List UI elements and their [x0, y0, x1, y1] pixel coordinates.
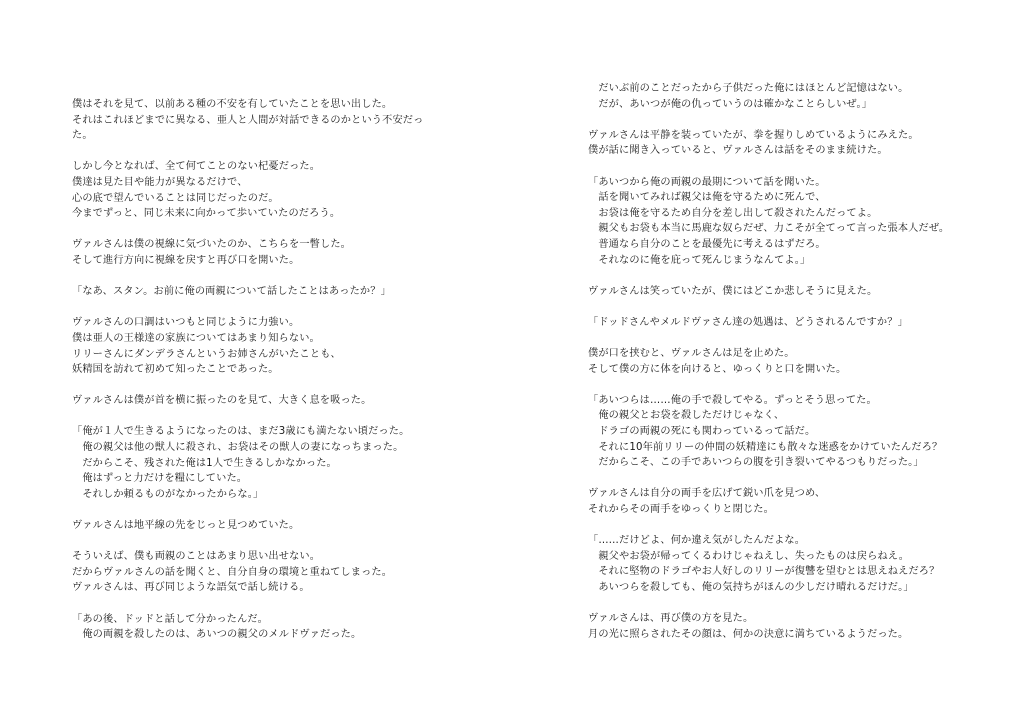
text-line: た。 [72, 130, 93, 142]
text-line: 「俺が１人で生きるようになったのは、まだ3歳にも満たない頃だった。 [72, 426, 410, 438]
blank-line [588, 112, 958, 128]
text-line: だからこそ、この手であいつらの腹を引き裂いてやるつもりだった。」 [588, 457, 924, 469]
text-line: 僕が口を挟むと、ヴァルさんは足を止めた。 [588, 348, 795, 360]
text-line: ヴァルさんは平静を装っていたが、拳を握りしめているようにみえた。 [588, 129, 919, 141]
text-line: お袋は俺を守るため自分を差し出して殺されたんだってよ。 [588, 207, 878, 219]
text-line: それに堅物のドラゴやお人好しのリリーが復讐を望むとは思えねえだろ？ [588, 566, 940, 578]
text-line: それしか頼るものがなかったからな。」 [72, 488, 264, 500]
blank-line [72, 502, 432, 518]
text-line: 「なあ、スタン。お前に俺の両親について話したことはあったか？」 [72, 286, 391, 298]
text-line: それからその両手をゆっくりと閉じた。 [588, 504, 774, 516]
text-line: 月の光に照らされたその顔は、何かの決意に満ちているようだった。 [588, 628, 909, 640]
text-line: 俺はずっと力だけを糧にしていた。 [72, 473, 248, 485]
text-line: ヴァルさんは笑っていたが、僕にはどこか悲しそうに見えた。 [588, 285, 878, 297]
text-line: 「……だけどよ、何か違え気がしたんだよな。 [588, 535, 806, 547]
blank-line [588, 596, 958, 612]
text-line: ヴァルさんは僕が首を横に振ったのを見て、大きく息を吸った。 [72, 395, 372, 407]
text-line: 「あいつらは……俺の手で殺してやる。ずっとそう思ってた。 [588, 394, 877, 406]
text-line: そして進行方向に視線を戻すと再び口を開いた。 [72, 254, 300, 266]
text-line: それはこれほどまでに異なる、亜人と人間が対話できるのかという不安だっ [72, 114, 424, 126]
text-line: だが、あいつが俺の仇っていうのは確かなことらしいぜ。」 [588, 98, 873, 110]
blank-line [72, 534, 432, 550]
blank-line [588, 377, 958, 393]
text-line: だからこそ、残された俺は1人で生きるしかなかった。 [72, 457, 337, 469]
text-line: あいつらを殺しても、俺の気持ちがほんの少しだけ晴れるだけだ。」 [588, 582, 914, 593]
blank-line [588, 518, 958, 534]
blank-line [72, 269, 432, 285]
blank-line [72, 222, 432, 238]
blank-line [588, 299, 958, 315]
text-line: 俺の親父とお袋を殺しただけじゃなく、 [588, 410, 785, 422]
text-line: だからヴァルさんの話を聞くと、自分自身の環境と重ねてしまった。 [72, 566, 393, 578]
text-line: それなのに俺を庇って死んじまうなんてよ。」 [588, 254, 811, 266]
text-line: 僕はそれを見て、以前ある種の不安を有していたことを思い出した。 [72, 99, 393, 110]
blank-line [72, 409, 432, 425]
text-line: 心の底で望んでいることは同じだったのだ。 [72, 192, 279, 204]
text-line: そういえば、僕も両親のことはあまり思い出せない。 [72, 551, 321, 563]
text-line: 「ドッドさんやメルドヴァさん達の処遇は、どうされるんですか？」 [588, 316, 908, 328]
text-line: 俺の両親を殺したのは、あいつの親父のメルドヴァだった。 [72, 629, 362, 641]
text-line: ドラゴの両親の死にも関わっているって話だ。 [588, 426, 816, 438]
text-line: ヴァルさんは自分の両手を広げて鋭い爪を見つめ、 [588, 488, 826, 500]
text-line: 僕達は見た目や能力が異なるだけで、 [72, 176, 248, 188]
text-line: ヴァルさんは、再び僕の方を見た。 [588, 613, 754, 625]
blank-line [588, 268, 958, 284]
blank-line [588, 159, 958, 175]
text-line: 「あの後、ドッドと話して分かったんだ。 [72, 613, 269, 625]
blank-line [72, 596, 432, 612]
left-text-column [72, 97, 432, 643]
text-line: だいぶ前のことだったから子供だった俺にはほとんど記憶はない。 [588, 83, 909, 94]
text-line: 親父もお袋も本当に馬鹿な奴らだぜ、力こそが全てって言った張本人だぜ。 [588, 223, 950, 235]
text-line: それに10年前リリーの仲間の妖精達にも散々な迷惑をかけていたんだろ？ [588, 441, 943, 453]
text-line: ヴァルさんは僕の視線に気づいたのか、こちらを一瞥した。 [72, 239, 352, 251]
text-line: ヴァルさんは地平線の先をじっと見つめていた。 [72, 520, 300, 532]
text-line: 親父やお袋が帰ってくるわけじゃねえし、失ったものは戻らねえ。 [588, 550, 910, 562]
blank-line [72, 378, 432, 394]
text-line: 僕は亜人の王様達の家族についてはあまり知らない。 [72, 332, 320, 344]
text-line: リリーさんにダンデラさんというお姉さんがいたことも、 [72, 348, 341, 360]
right-text-column [588, 81, 958, 642]
blank-line [588, 331, 958, 347]
text-line: 普通なら自分のことを最優先に考えるはずだろ。 [588, 238, 826, 250]
text-line: 僕が話に聞き入っていると、ヴァルさんは話をそのまま続けた。 [588, 145, 888, 157]
text-line: 話を聞いてみれば親父は俺を守るために死んで、 [588, 192, 826, 204]
text-line: 「あいつから俺の両親の最期について話を聞いた。 [588, 176, 826, 188]
text-line: ヴァルさんは、再び同じような語気で話し続ける。 [72, 582, 310, 594]
blank-line [72, 144, 432, 160]
text-line: そして僕の方に体を向けると、ゆっくりと口を開いた。 [588, 363, 847, 375]
text-line: しかし今となれば、全て何てことのない杞憂だった。 [72, 161, 321, 173]
text-line: 俺の親父は他の獣人に殺され、お袋はその獣人の妻になっちまった。 [72, 442, 404, 454]
right-page [512, 0, 1024, 724]
text-line: ヴァルさんの口調はいつもと同じように力強い。 [72, 317, 300, 329]
text-line: 妖精国を訪れて初めて知ったことであった。 [72, 364, 279, 376]
blank-line [588, 471, 958, 487]
blank-line [72, 300, 432, 316]
text-line: 今までずっと、同じ未来に向かって歩いていたのだろう。 [72, 208, 341, 220]
